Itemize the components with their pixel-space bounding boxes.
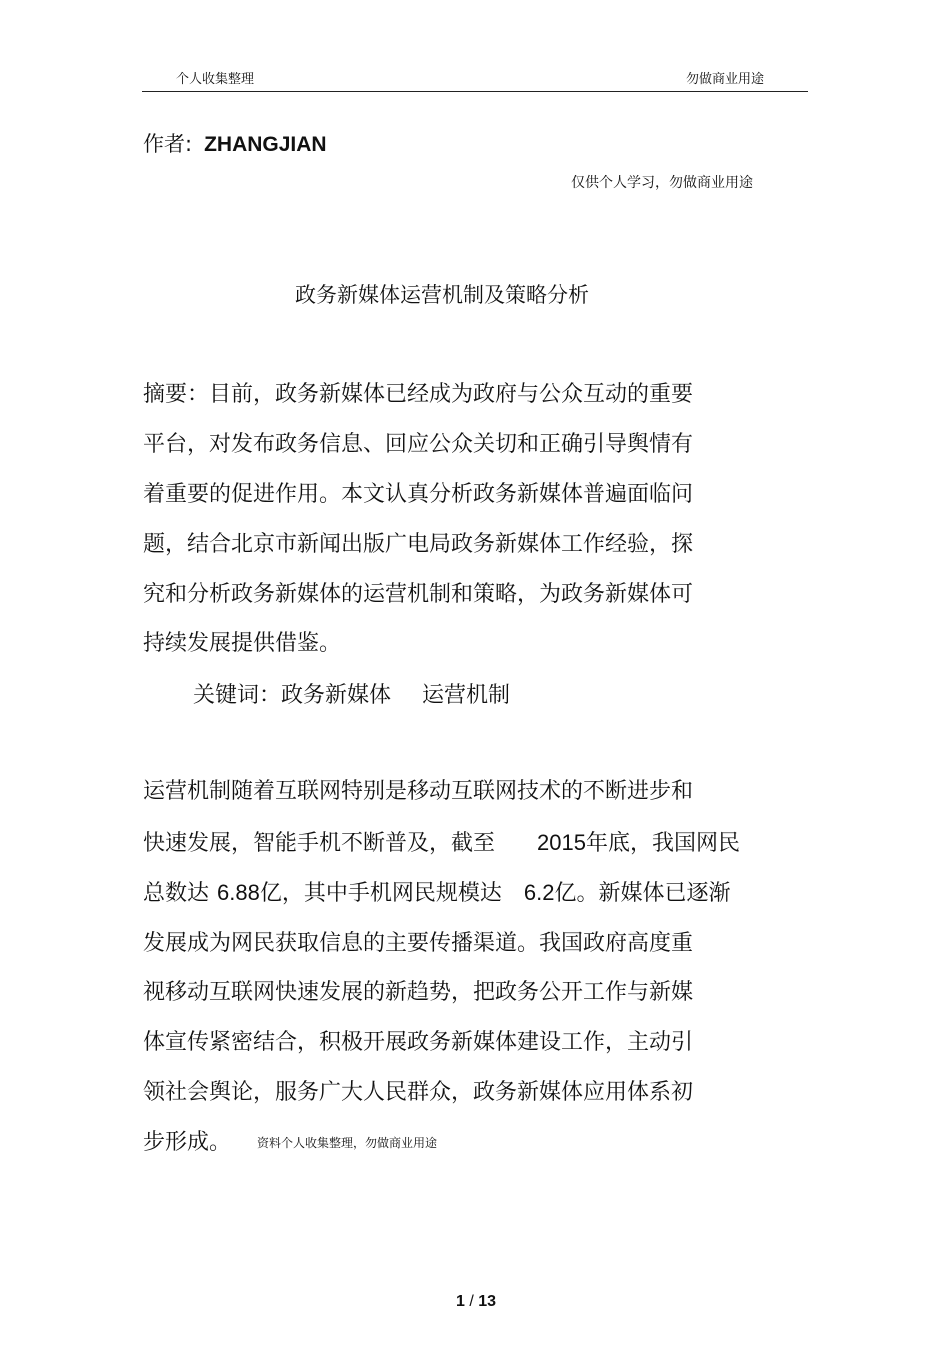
body-line: 体宣传紧密结合，积极开展政务新媒体建设工作，主动引 [143, 1030, 694, 1055]
body-line [143, 826, 740, 857]
abstract-line: 平台，对发布政务信息、回应公众关切和正确引导舆情有 [143, 432, 694, 457]
keyword-item: 政务新媒体 [281, 683, 392, 708]
author-line [143, 128, 327, 158]
keyword-item: 运营机制 [422, 683, 511, 708]
body-line: 视移动互联网快速发展的新趋势，把政务公开工作与新媒 [143, 980, 694, 1005]
abstract-line: 持续发展提供借鉴。 [143, 631, 342, 656]
body-text: 总数达 [143, 881, 210, 906]
header-right-text: 勿做商业用途 [686, 72, 765, 87]
header-left-text: 个人收集整理 [176, 72, 255, 87]
author-name: ZHANGJIAN [204, 133, 327, 156]
body-text: 亿，其中手机网民规模达 [259, 881, 502, 906]
year-value: 2015 [537, 830, 586, 855]
body-line: 运营机制随着互联网特别是移动互联网技术的不断进步和 [143, 779, 694, 804]
body-text: 步形成。 [143, 1130, 232, 1155]
body-line: 发展成为网民获取信息的主要传播渠道。我国政府高度重 [143, 931, 694, 956]
author-label: 作者: [143, 132, 193, 156]
page-separator: / [464, 1293, 479, 1310]
body-line [143, 876, 730, 907]
body-line [143, 1125, 437, 1156]
body-text: 亿。新媒体已逐渐 [554, 881, 731, 906]
body-text: 快速发展，智能手机不断普及，截至 [143, 831, 496, 856]
abstract-line: 着重要的促进作用。本文认真分析政务新媒体普遍面临问 [143, 482, 694, 507]
document-title: 政务新媒体运营机制及策略分析 [295, 283, 589, 307]
abstract-line: 题，结合北京市新闻出版广电局政务新媒体工作经验，探 [143, 532, 694, 557]
mobile-netizen-value: 6.2 [523, 880, 555, 905]
page-total: 13 [478, 1293, 497, 1310]
inline-note: 资料个人收集整理，勿做商业用途 [257, 1136, 438, 1150]
page-indicator [456, 1293, 496, 1311]
abstract-line: 摘要：目前，政务新媒体已经成为政府与公众互动的重要 [143, 382, 694, 407]
usage-notice: 仅供个人学习，勿做商业用途 [571, 175, 753, 191]
body-line: 领社会舆论，服务广大人民群众，政务新媒体应用体系初 [143, 1080, 694, 1105]
page-current: 1 [456, 1293, 465, 1310]
header-divider [142, 91, 808, 92]
keywords-label: 关键词： [193, 683, 282, 708]
netizen-total-value: 6.88 [217, 880, 260, 905]
body-text: 年底，我国网民 [585, 831, 740, 856]
abstract-line: 究和分析政务新媒体的运营机制和策略，为政务新媒体可 [143, 582, 694, 607]
keywords-line [193, 678, 510, 709]
